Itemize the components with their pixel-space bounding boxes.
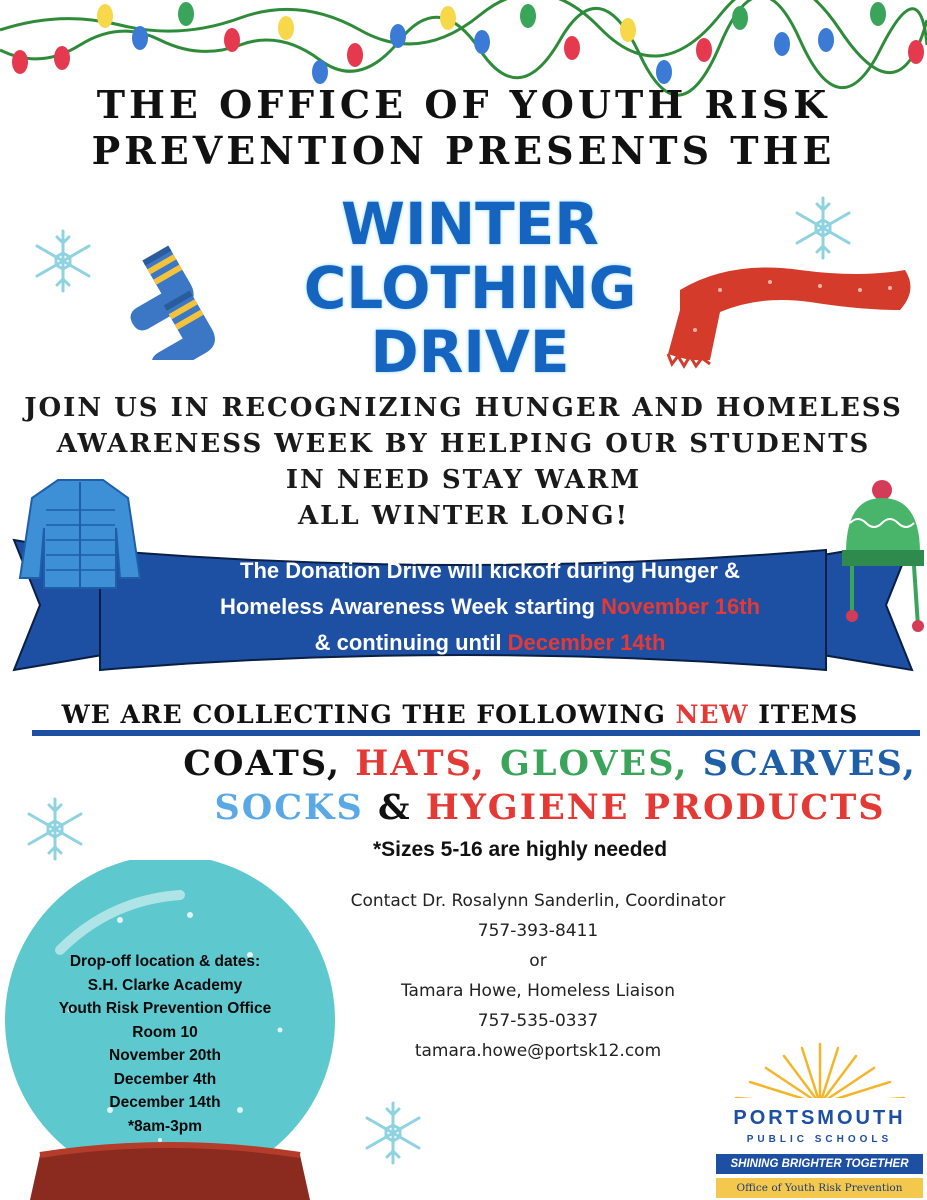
logo-subtitle: PUBLIC SCHOOLS <box>746 1134 893 1145</box>
dropoff-details: Drop-off location & dates: S.H. Clarke Academy Youth Risk Prevention Office Room 10 November 20th December 4th December 14th *8am-3pm <box>58 953 272 1135</box>
snowflake-icon <box>22 796 88 862</box>
snowflake-icon <box>30 228 96 294</box>
sizes-note: *Sizes 5-16 are highly needed <box>372 838 668 861</box>
items-list: COATS, HATS, GLOVES, SCARVES, SOCKS & HYGIENE PRODUCTS <box>183 743 917 828</box>
divider <box>32 730 920 736</box>
logo-office: Office of Youth Risk Prevention <box>716 1178 923 1198</box>
end-date: December 14th <box>507 630 666 655</box>
contact-info: Contact Dr. Rosalynn Sanderlin, Coordinator 757-393-8411 or Tamara Howe, Homeless Liaison 757-535-0337 tamara.howe@portsk12.com <box>300 886 776 1066</box>
jacket-icon <box>18 470 143 595</box>
drive-title: WINTER CLOTHING DRIVE <box>303 190 637 386</box>
snowflake-icon <box>360 1100 426 1166</box>
collecting-heading: WE ARE COLLECTING THE FOLLOWING NEW ITEMS <box>61 700 859 729</box>
beanie-icon <box>838 478 927 633</box>
event-presenter-heading: THE OFFICE OF YOUTH RISK PREVENTION PRESENTS THE <box>91 82 836 173</box>
contact-email[interactable]: tamara.howe@portsk12.com <box>414 1041 662 1061</box>
logo-tagline: SHINING BRIGHTER TOGETHER <box>716 1154 923 1174</box>
scarf-icon <box>650 250 920 390</box>
socks-icon <box>108 245 248 360</box>
intro-message: JOIN US IN RECOGNIZING HUNGER AND HOMELESS AWARENESS WEEK BY HELPING OUR STUDENTS IN NEED STAY WARM ALL WINTER LONG! <box>24 393 903 531</box>
banner-text: The Donation Drive will kickoff during Hunger & Homeless Awareness Week starting November 16th & continuing until December 14th <box>219 558 761 655</box>
start-date: November 16th <box>601 594 761 619</box>
logo-name: PORTSMOUTH <box>733 1107 906 1129</box>
